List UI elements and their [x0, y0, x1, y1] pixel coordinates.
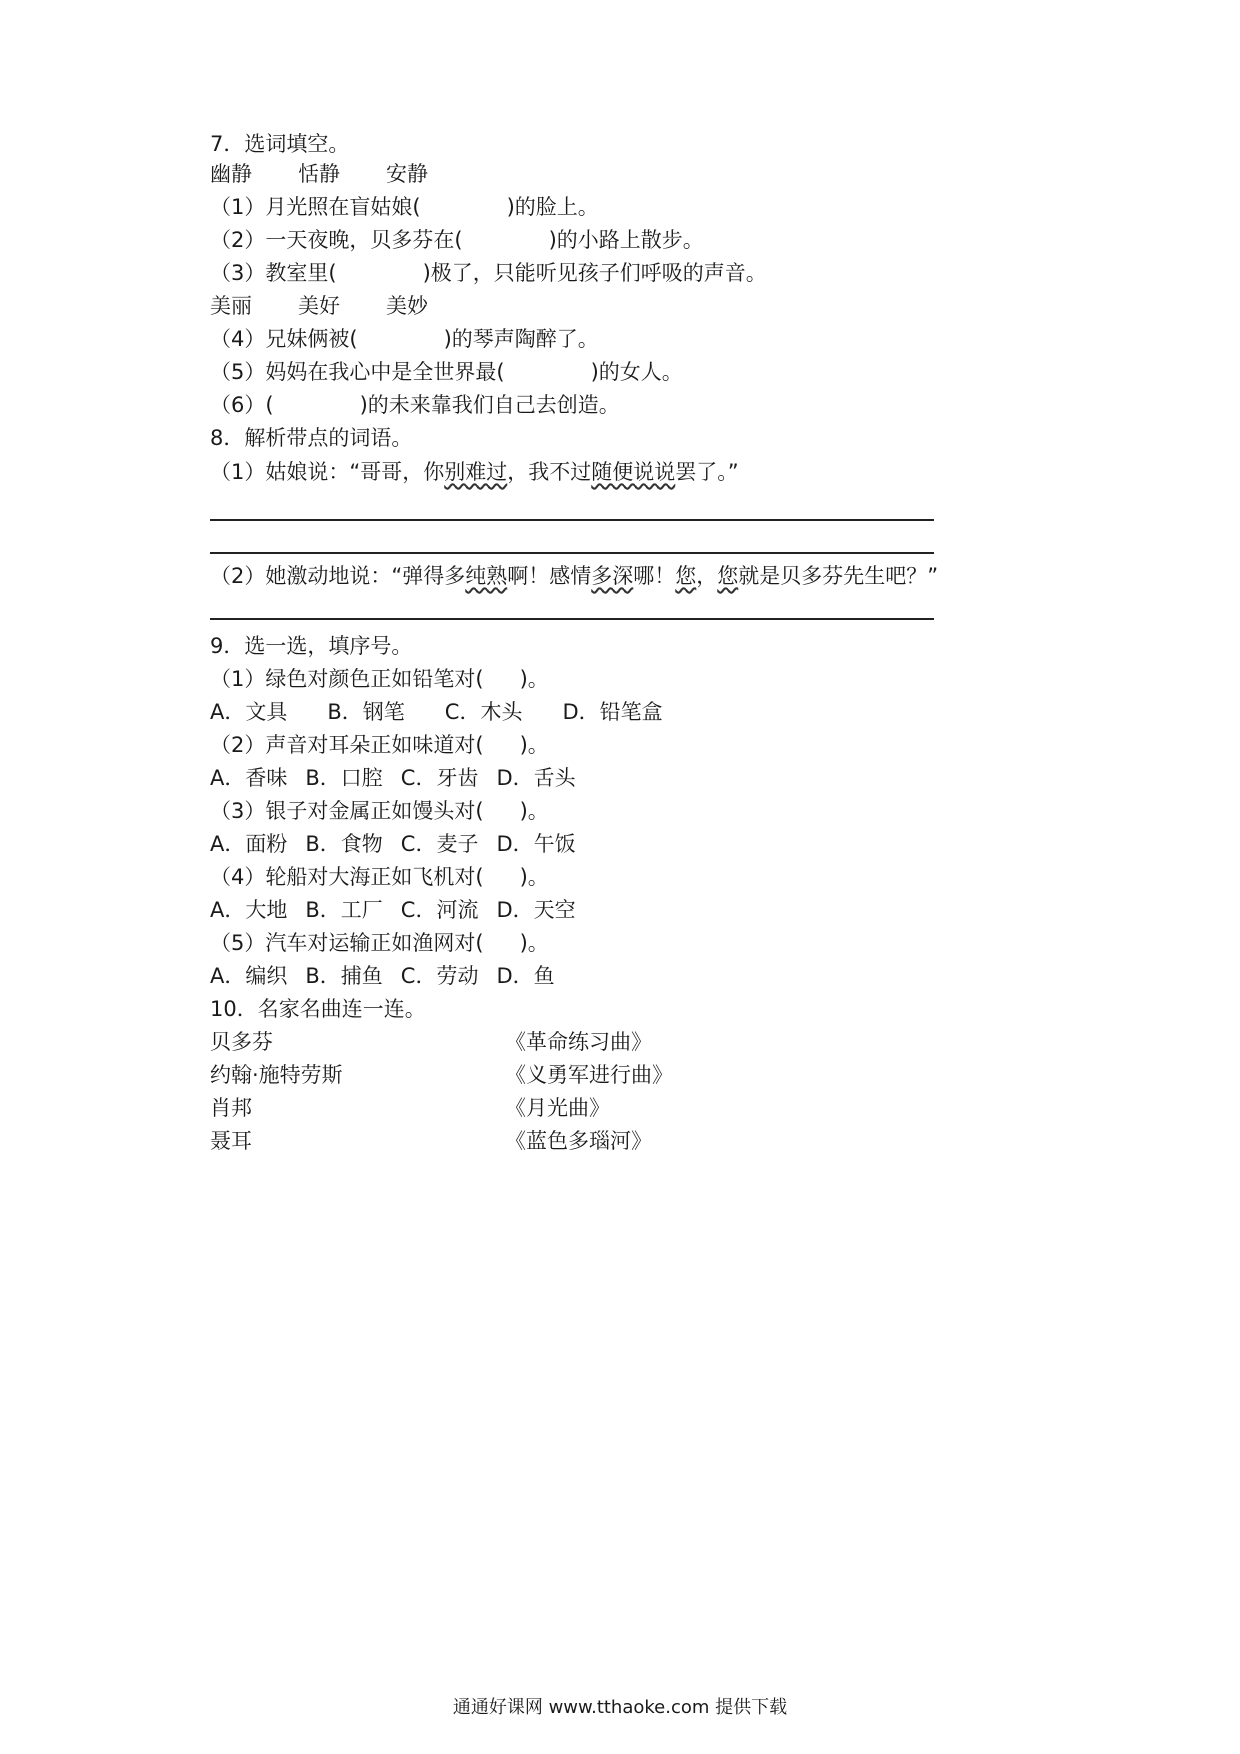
- q9-question-3: （3）银子对金属正如馒头对( )。: [210, 799, 549, 823]
- word-option: 美丽: [210, 294, 252, 318]
- option-d[interactable]: D．午饭: [496, 832, 576, 856]
- q8-title: 8．解析带点的词语。: [210, 426, 413, 450]
- dotted-word: 纯熟: [465, 564, 508, 588]
- match-row: [210, 1028, 710, 1056]
- option-a[interactable]: A．大地: [210, 898, 288, 922]
- q7-item-2: （2）一天夜晚，贝多芬在( )的小路上散步。: [210, 228, 704, 252]
- q7-item-4: （4）兄妹俩被( )的琴声陶醉了。: [210, 327, 599, 351]
- answer-line[interactable]: [210, 519, 934, 521]
- q7-item-6: （6）( )的未来靠我们自己去创造。: [210, 393, 620, 417]
- q7-word-group-1: [210, 160, 428, 188]
- dotted-word: 多深: [591, 564, 634, 588]
- q7-title: 7．选词填空。: [210, 132, 350, 156]
- match-row: [210, 1061, 710, 1089]
- word-option: 安静: [386, 162, 428, 186]
- q8-sentence-1: （1）姑娘说：“哥哥，你别难过，我不过随便说说罢了。”: [210, 460, 739, 484]
- option-c[interactable]: C．木头: [444, 700, 523, 724]
- match-row: [210, 1094, 710, 1122]
- option-a[interactable]: A．编织: [210, 964, 288, 988]
- option-a[interactable]: A．文具: [210, 700, 288, 724]
- work[interactable]: 《义勇军进行曲》: [505, 1063, 673, 1087]
- option-b[interactable]: B．工厂: [305, 898, 383, 922]
- work[interactable]: 《革命练习曲》: [505, 1030, 652, 1054]
- option-c[interactable]: C．河流: [400, 898, 479, 922]
- option-b[interactable]: B．食物: [305, 832, 383, 856]
- q9-options-3: [210, 830, 594, 858]
- q7-item-3: （3）教室里( )极了，只能听见孩子们呼吸的声音。: [210, 261, 767, 285]
- word-option: 幽静: [210, 162, 252, 186]
- q9-options-1: [210, 698, 681, 726]
- option-a[interactable]: A．面粉: [210, 832, 288, 856]
- q9-options-5: [210, 962, 573, 990]
- word-option: 美好: [298, 294, 340, 318]
- option-c[interactable]: C．劳动: [400, 964, 479, 988]
- word-option: 美妙: [386, 294, 428, 318]
- answer-line[interactable]: [210, 552, 934, 554]
- dotted-word: 别难过: [444, 460, 508, 484]
- q10-title: 10．名家名曲连一连。: [210, 997, 426, 1021]
- match-row: [210, 1127, 710, 1155]
- q9-options-2: [210, 764, 594, 792]
- option-b[interactable]: B．捕鱼: [305, 964, 383, 988]
- word-option: 恬静: [298, 162, 340, 186]
- dotted-word: 您: [675, 564, 697, 588]
- option-c[interactable]: C．牙齿: [400, 766, 479, 790]
- composer[interactable]: 聂耳: [210, 1129, 252, 1153]
- q9-title: 9．选一选，填序号。: [210, 634, 413, 658]
- option-d[interactable]: D．舌头: [496, 766, 576, 790]
- q8-sentence-2: （2）她激动地说：“弹得多纯熟啊！感情多深哪！您，您就是贝多芬先生吧？”: [210, 564, 939, 588]
- option-b[interactable]: B．钢笔: [327, 700, 405, 724]
- answer-line[interactable]: [210, 618, 934, 620]
- option-d[interactable]: D．鱼: [496, 964, 555, 988]
- q7-word-group-2: [210, 292, 428, 320]
- composer[interactable]: 肖邦: [210, 1096, 252, 1120]
- q9-question-4: （4）轮船对大海正如飞机对( )。: [210, 865, 549, 889]
- work[interactable]: 《月光曲》: [505, 1096, 610, 1120]
- q7-item-5: （5）妈妈在我心中是全世界最( )的女人。: [210, 360, 683, 384]
- option-b[interactable]: B．口腔: [305, 766, 383, 790]
- q9-question-2: （2）声音对耳朵正如味道对( )。: [210, 733, 549, 757]
- page-footer: 通通好课网 www.tthaoke.com 提供下载: [452, 1697, 788, 1718]
- option-a[interactable]: A．香味: [210, 766, 288, 790]
- option-d[interactable]: D．天空: [496, 898, 576, 922]
- q9-options-4: [210, 896, 594, 924]
- option-d[interactable]: D．铅笔盒: [562, 700, 663, 724]
- option-c[interactable]: C．麦子: [400, 832, 479, 856]
- composer[interactable]: 贝多芬: [210, 1030, 273, 1054]
- composer[interactable]: 约翰·施特劳斯: [210, 1063, 343, 1087]
- q9-question-1: （1）绿色对颜色正如铅笔对( )。: [210, 667, 549, 691]
- dotted-word: 随便说说: [591, 460, 676, 484]
- q9-question-5: （5）汽车对运输正如渔网对( )。: [210, 931, 549, 955]
- q7-item-1: （1）月光照在盲姑娘( )的脸上。: [210, 195, 599, 219]
- dotted-word: 您: [717, 564, 739, 588]
- work[interactable]: 《蓝色多瑙河》: [505, 1129, 652, 1153]
